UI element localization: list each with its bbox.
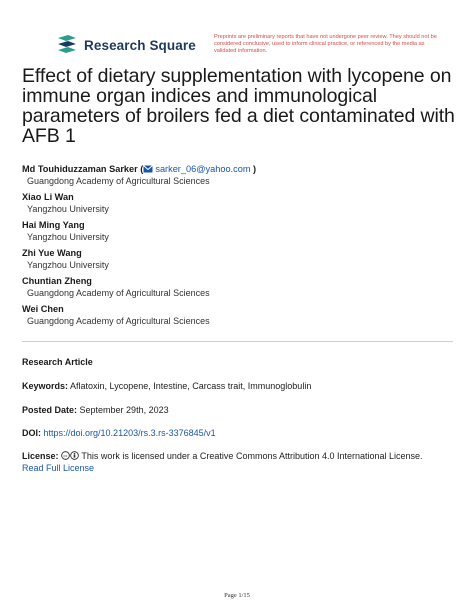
author-affiliation: Yangzhou University xyxy=(27,232,109,242)
author-item xyxy=(22,275,452,299)
brand-name: Research Square xyxy=(84,37,196,53)
author-affiliation: Yangzhou University xyxy=(27,204,109,214)
license-label: License: xyxy=(22,451,59,461)
license-line xyxy=(22,450,452,474)
author-name: Zhi Yue Wang xyxy=(22,248,82,258)
author-affiliation: Yangzhou University xyxy=(27,260,109,270)
creative-commons-icon xyxy=(61,451,70,460)
author-email-link[interactable]: sarker_06@yahoo.com xyxy=(143,164,250,174)
doi-link[interactable]: https://doi.org/10.21203/rs.3.rs-3376845/v1 xyxy=(43,428,216,438)
author-affiliation: Guangdong Academy of Agricultural Sciences xyxy=(27,288,210,298)
research-square-logo[interactable] xyxy=(56,35,196,55)
article-title: Effect of dietary supplementation with lycopene on immune organ indices and immunological parameters of broilers fed a diet contaminated with AFB 1 xyxy=(22,65,455,147)
read-full-license-link[interactable]: Read Full License xyxy=(22,463,95,473)
author-name: Hai Ming Yang xyxy=(22,220,85,230)
doi-label: DOI: xyxy=(22,428,41,438)
keywords-label: Keywords: xyxy=(22,381,69,391)
article-type: Research Article xyxy=(22,357,93,367)
posted-date-label: Posted Date: xyxy=(22,405,78,415)
page-number: Page 1/15 xyxy=(224,592,250,599)
author-name: Chuntian Zheng xyxy=(22,276,92,286)
attribution-icon xyxy=(70,451,79,460)
author-item xyxy=(22,247,452,271)
section-divider xyxy=(22,341,453,342)
author-item: Md Touhiduzzaman Sarker ( sarker_06@yahoo.com ) Guangdong Academy of Agricultural Sciences xyxy=(22,163,452,187)
keywords-value: Aflatoxin, Lycopene, Intestine, Carcass trait, Immunoglobulin xyxy=(70,381,312,391)
license-text: This work is licensed under a Creative Commons Attribution 4.0 International License. xyxy=(81,451,423,461)
author-name: Md Touhiduzzaman Sarker xyxy=(22,164,138,174)
envelope-icon xyxy=(143,165,153,173)
author-affiliation: Guangdong Academy of Agricultural Sciences xyxy=(27,176,210,186)
author-name: Wei Chen xyxy=(22,304,64,314)
author-list xyxy=(22,163,452,331)
posted-date-value: September 29th, 2023 xyxy=(79,405,169,415)
doi-line xyxy=(22,427,452,439)
author-item xyxy=(22,191,452,215)
posted-date-line xyxy=(22,404,452,416)
research-square-logo-icon xyxy=(56,35,78,55)
preprint-disclaimer: Preprints are preliminary reports that have not undergone peer review. They should not be considered conclusive, used to inform clinical practice, or referenced by the media as validated information. xyxy=(214,34,437,55)
author-item xyxy=(22,303,452,327)
author-item xyxy=(22,219,452,243)
keywords-line xyxy=(22,380,452,392)
author-affiliation: Guangdong Academy of Agricultural Sciences xyxy=(27,316,210,326)
page-header xyxy=(56,35,456,59)
author-name: Xiao Li Wan xyxy=(22,192,74,202)
svg-text:cc: cc xyxy=(63,454,68,459)
